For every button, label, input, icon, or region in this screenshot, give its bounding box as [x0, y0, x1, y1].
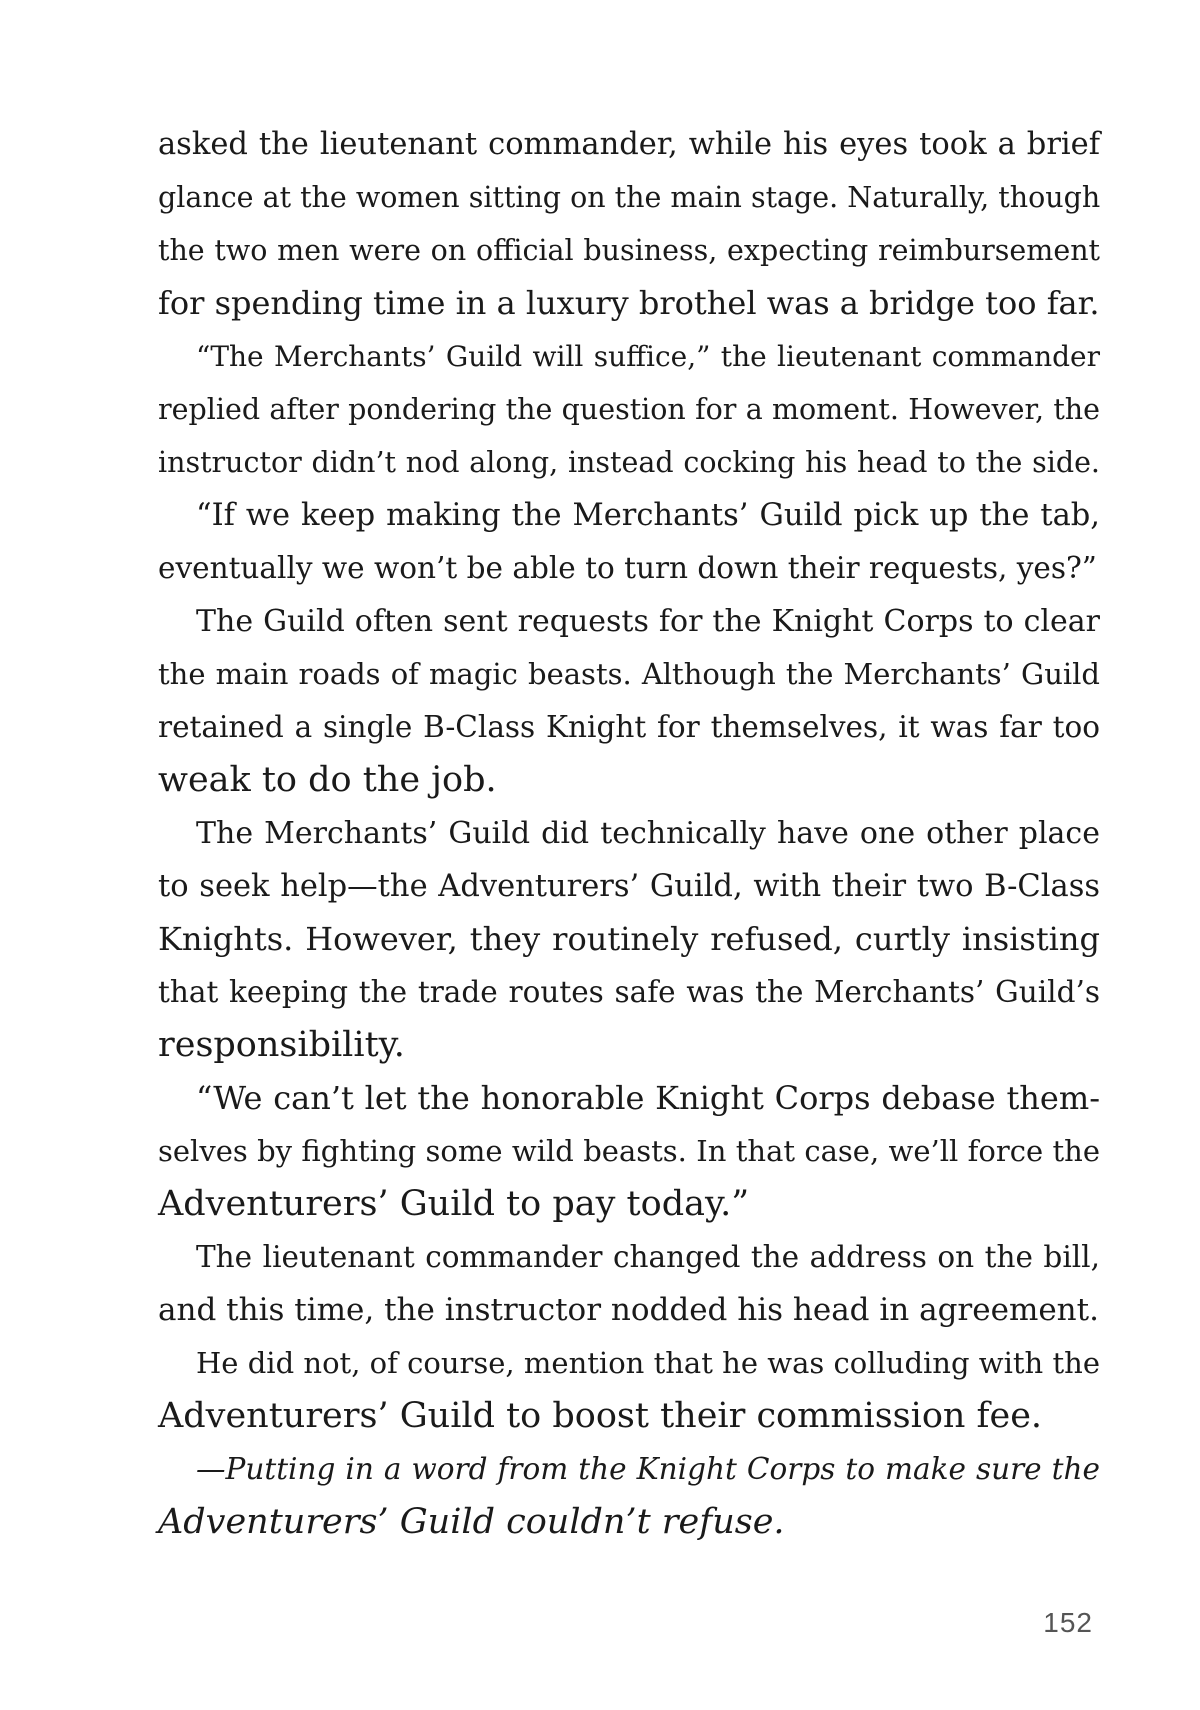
text-line: “We can’t let the honorable Knight Corps debase them-	[196, 1079, 1100, 1117]
text-line: retained a single B-Class Knight for themselves, it was far too	[158, 710, 1100, 744]
text-line: the two men were on official business, expecting reimbursement	[158, 234, 1100, 267]
text-line: weak to do the job.	[158, 760, 497, 800]
text-line: The Guild often sent requests for the Knight Corps to clear	[196, 604, 1100, 639]
text-line: Adventurers’ Guild couldn’t refuse.	[158, 1502, 785, 1542]
text-line: that keeping the trade routes safe was the Merchants’ Guild’s	[158, 975, 1100, 1009]
text-line: The lieutenant commander changed the address on the bill,	[196, 1240, 1100, 1274]
text-line: to seek help—the Adventurers’ Guild, with their two B-Class	[158, 869, 1100, 904]
text-line: responsibility.	[158, 1025, 405, 1065]
text-line: glance at the women sitting on the main stage. Naturally, though	[158, 181, 1101, 214]
text-line: “The Merchants’ Guild will suffice,” the lieutenant commander	[196, 340, 1100, 373]
text-line: replied after pondering the question for a moment. However, the	[158, 393, 1100, 426]
page-number: 152	[1043, 1607, 1093, 1638]
text-line: for spending time in a luxury brothel was a bridge too far.	[158, 284, 1100, 322]
text-line: Adventurers’ Guild to pay today.”	[158, 1184, 750, 1224]
body-text	[158, 118, 1100, 1549]
text-line: the main roads of magic beasts. Although the Merchants’ Guild	[158, 657, 1100, 691]
text-line: and this time, the instructor nodded his head in agreement.	[158, 1292, 1099, 1328]
text-line: The Merchants’ Guild did technically have one other place	[196, 816, 1100, 851]
text-line: “If we keep making the Merchants’ Guild pick up the tab,	[196, 498, 1100, 533]
text-line: He did not, of course, mention that he was colluding with the	[196, 1346, 1100, 1380]
text-line: instructor didn’t nod along, instead cocking his head to the side.	[158, 446, 1100, 479]
text-line: asked the lieutenant commander, while his eyes took a brief	[158, 127, 1100, 162]
text-line: Knights. However, they routinely refused, curtly insisting	[158, 920, 1100, 958]
text-line: eventually we won’t be able to turn down their requests, yes?”	[158, 551, 1097, 585]
text-line: selves by fighting some wild beasts. In that case, we’ll force the	[158, 1134, 1100, 1168]
text-line: Adventurers’ Guild to boost their commission fee.	[158, 1396, 1043, 1436]
text-line: —Putting in a word from the Knight Corps to make sure the	[196, 1452, 1100, 1486]
